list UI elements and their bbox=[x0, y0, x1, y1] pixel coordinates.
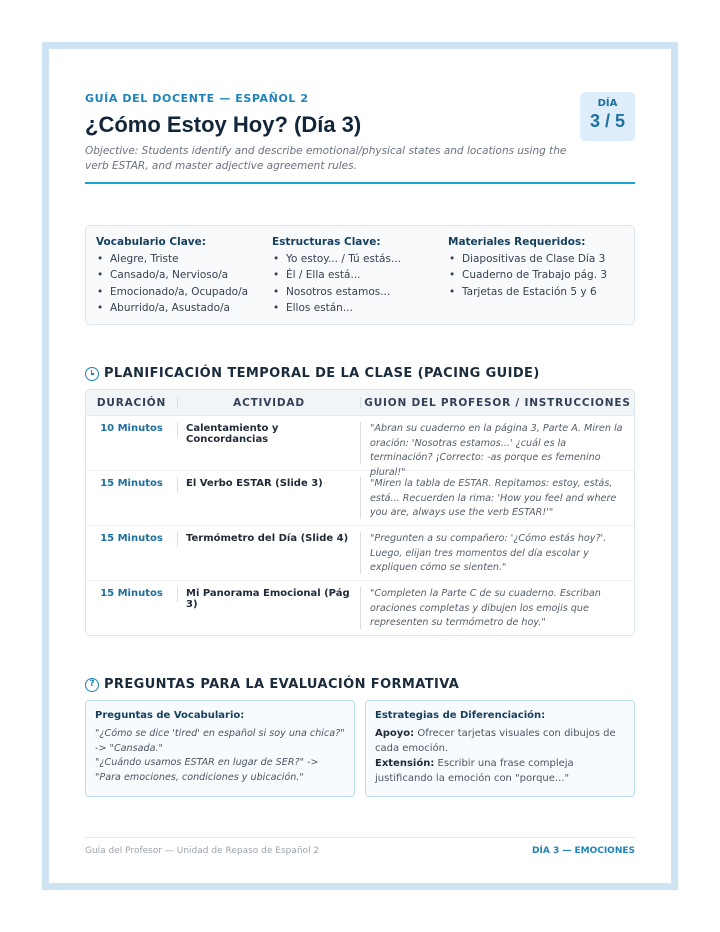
list-item: • Nosotros estamos... bbox=[272, 284, 448, 300]
footer-right-text: DÍA 3 — EMOCIONES bbox=[532, 846, 635, 857]
support-label: Apoyo: bbox=[375, 728, 415, 740]
extension-label: Extensión: bbox=[375, 758, 435, 770]
list-item: • Tarjetas de Estación 5 y 6 bbox=[448, 284, 624, 300]
page-footer bbox=[85, 837, 635, 856]
day-value: 3 / 5 bbox=[589, 111, 626, 131]
structures-column bbox=[272, 236, 448, 316]
vocab-list bbox=[96, 251, 272, 316]
clock-icon bbox=[85, 367, 99, 381]
header-eyebrow: GUÍA DEL DOCENTE — ESPAÑOL 2 bbox=[85, 92, 309, 105]
list-item: • Diapositivas de Clase Día 3 bbox=[448, 251, 624, 267]
list-item: • Cansado/a, Nervioso/a bbox=[96, 267, 272, 283]
vocab-question-2: "¿Cuándo usamos ESTAR en lugar de SER?" -> "Para emociones, condiciones y ubicación." bbox=[95, 757, 319, 783]
vocab-questions-heading: Preguntas de Vocabulario: bbox=[95, 710, 245, 722]
materials-heading: Materiales Requeridos: bbox=[448, 236, 586, 248]
vocab-questions-card bbox=[85, 700, 355, 797]
footer-left-text: Guía del Profesor — Unidad de Repaso de Español 2 bbox=[85, 846, 320, 857]
pacing-section-title: PLANIFICACIÓN TEMPORAL DE LA CLASE (PACING GUIDE) bbox=[104, 366, 540, 382]
lesson-info-box bbox=[85, 225, 635, 325]
materials-column bbox=[448, 236, 624, 316]
question-circle-icon: ? bbox=[85, 678, 99, 692]
script-cell: "Abran su cuaderno en la página 3, Parte A. Miren la oración: 'Nosotras estamos...' ¿cuál es la terminación? ¡Correcto: -as porque es femenino plural!" bbox=[370, 423, 623, 478]
vocab-heading: Vocabulario Clave: bbox=[96, 236, 206, 248]
objective-text: Objective: Students identify and describe emotional/physical states and locations using the verb ESTAR, and master adjective agreement rules. bbox=[85, 145, 567, 172]
list-item: • Emocionado/a, Ocupado/a bbox=[96, 284, 272, 300]
support-strategy bbox=[375, 727, 625, 756]
list-item: • Ellos están... bbox=[272, 300, 448, 316]
duration-cell: 15 Minutos bbox=[86, 532, 178, 547]
extension-text: Escribir una frase compleja justificando la emoción con "porque..." bbox=[375, 758, 574, 784]
vocab-question-1: "¿Cómo se dice 'tired' en español si soy una chica?" -> "Cansada." bbox=[95, 728, 345, 754]
vocab-column bbox=[96, 236, 272, 316]
pacing-table-header bbox=[86, 390, 634, 416]
header bbox=[85, 92, 635, 184]
lesson-page bbox=[85, 85, 635, 856]
day-badge bbox=[580, 92, 635, 141]
page-title: ¿Cómo Estoy Hoy? (Día 3) bbox=[85, 112, 362, 137]
table-row bbox=[86, 526, 634, 581]
materials-list bbox=[448, 251, 624, 300]
column-header-activity: ACTIVIDAD bbox=[178, 397, 361, 409]
list-item: • Cuaderno de Trabajo pág. 3 bbox=[448, 267, 624, 283]
table-row bbox=[86, 416, 634, 478]
evaluation-section-title: PREGUNTAS PARA LA EVALUACIÓN FORMATIVA bbox=[104, 677, 460, 693]
table-row bbox=[86, 471, 634, 526]
script-cell: "Miren la tabla de ESTAR. Repitamos: estoy, estás, está... Recuerden la rima: 'How you feel and where you are, always use the verb ESTAR!'" bbox=[370, 478, 617, 519]
list-item: • Yo estoy... / Tú estás... bbox=[272, 251, 448, 267]
evaluation-section-heading bbox=[85, 677, 635, 692]
structures-list bbox=[272, 251, 448, 316]
list-item: • Él / Ella está... bbox=[272, 267, 448, 283]
table-row bbox=[86, 581, 634, 635]
duration-cell: 10 Minutos bbox=[86, 422, 178, 437]
activity-cell: El Verbo ESTAR (Slide 3) bbox=[178, 477, 361, 519]
list-item: • Aburrido/a, Asustado/a bbox=[96, 300, 272, 316]
support-text: Ofrecer tarjetas visuales con dibujos de cada emoción. bbox=[375, 728, 616, 754]
column-header-script: GUION DEL PROFESOR / INSTRUCCIONES bbox=[364, 396, 631, 409]
duration-cell: 15 Minutos bbox=[86, 477, 178, 492]
activity-cell: Calentamiento y Concordancias bbox=[178, 422, 361, 464]
activity-cell: Mi Panorama Emocional (Pág 3) bbox=[178, 587, 361, 629]
script-cell: "Completen la Parte C de su cuaderno. Escriban oraciones completas y dibujen los emojis que representen su termómetro de hoy." bbox=[370, 588, 601, 629]
extension-strategy bbox=[375, 757, 625, 786]
pacing-section-heading bbox=[85, 366, 635, 381]
duration-cell: 15 Minutos bbox=[86, 587, 178, 602]
structures-heading: Estructuras Clave: bbox=[272, 236, 381, 248]
header-divider bbox=[85, 182, 635, 184]
script-cell: "Pregunten a su compañero: '¿Cómo estás hoy?'. Luego, elijan tres momentos del día escolar y expliquen cómo se sienten." bbox=[370, 533, 607, 574]
pacing-table bbox=[85, 389, 635, 636]
list-item: • Alegre, Triste bbox=[96, 251, 272, 267]
differentiation-card bbox=[365, 700, 635, 797]
column-header-duration: DURACIÓN bbox=[86, 397, 178, 409]
activity-cell: Termómetro del Día (Slide 4) bbox=[178, 532, 361, 574]
evaluation-cards bbox=[85, 700, 635, 797]
page-frame bbox=[42, 42, 678, 890]
day-label: DÍA bbox=[597, 98, 618, 109]
differentiation-heading: Estrategias de Diferenciación: bbox=[375, 710, 546, 722]
